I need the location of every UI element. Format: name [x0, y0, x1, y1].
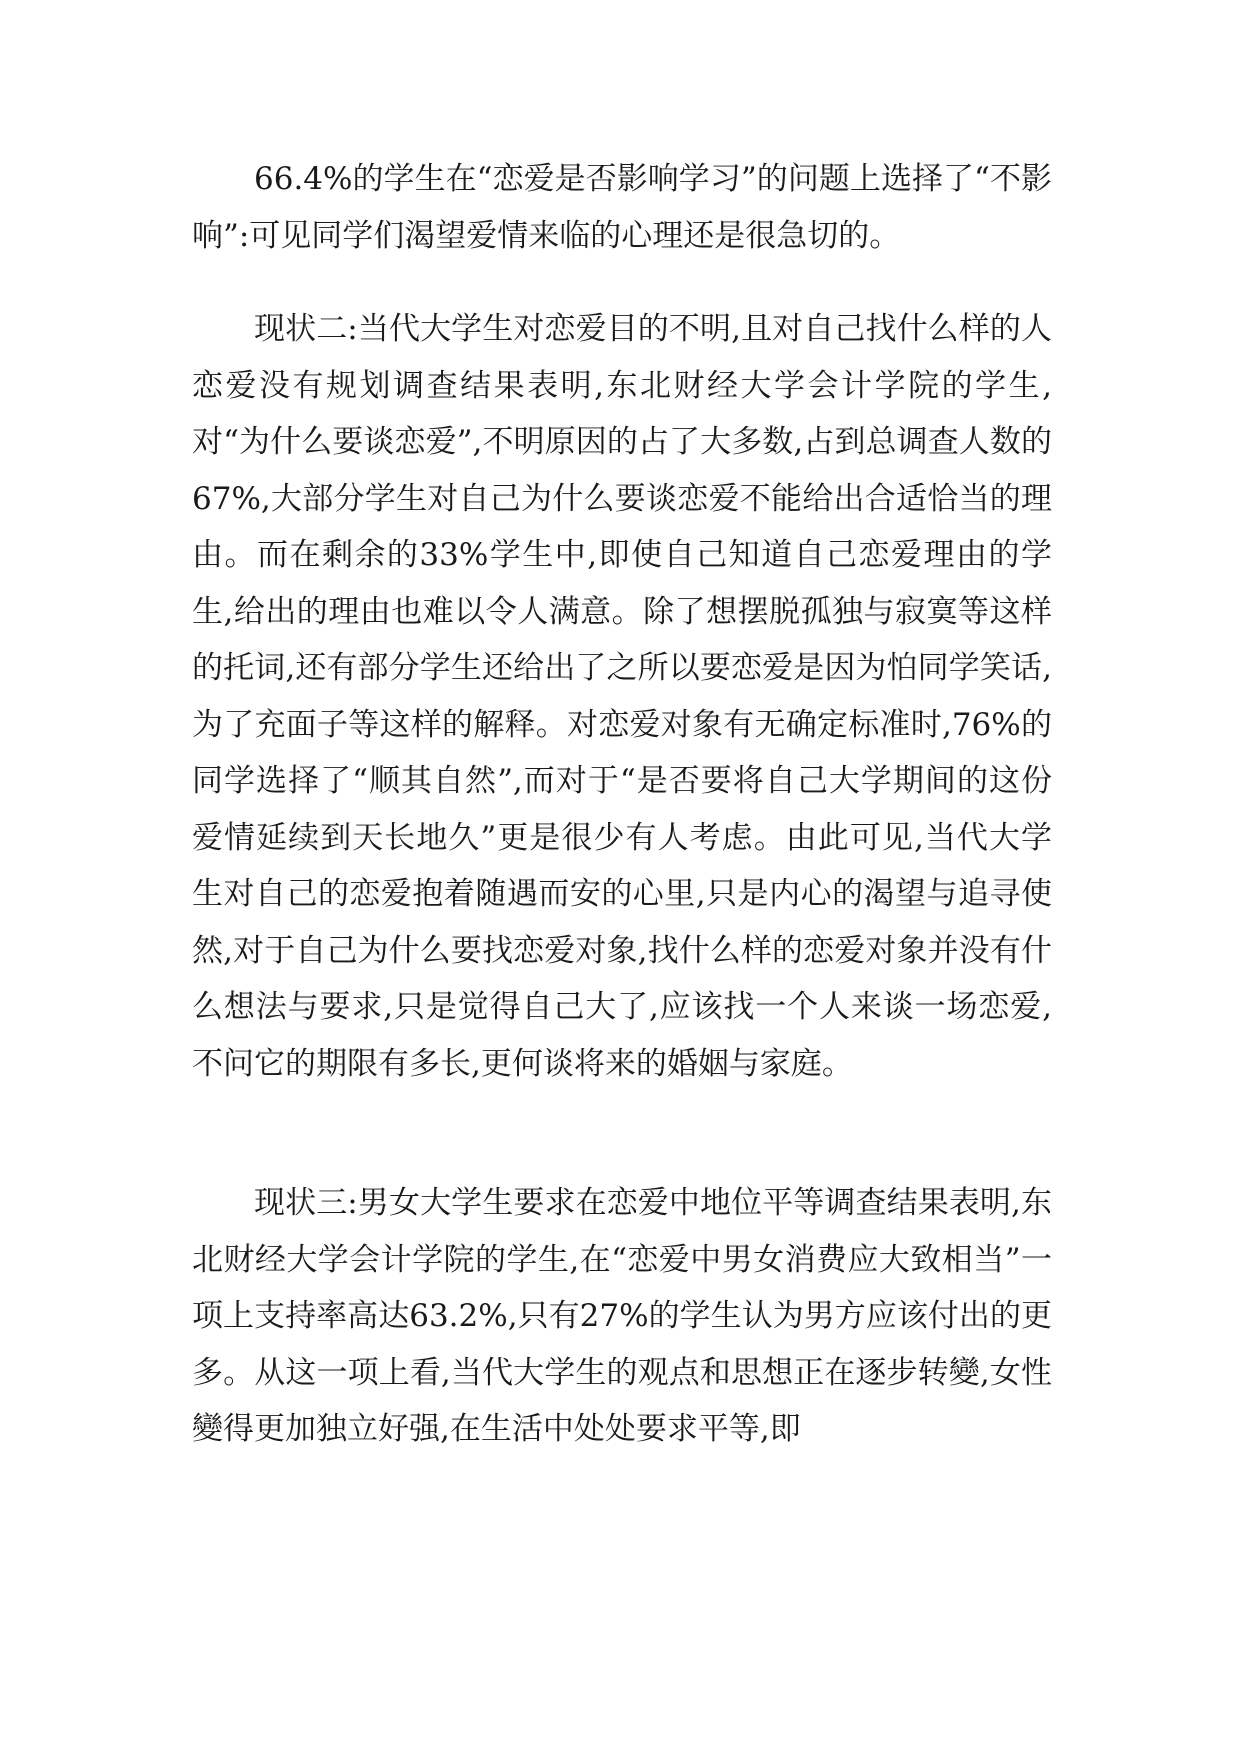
paragraph-3 [192, 1175, 1052, 1458]
paragraph-1 [192, 151, 1052, 264]
paragraph-text: 现状三:男女大学生要求在恋爱中地位平等调查结果表明,东北财经大学会计学院的学生,在“恋爱中男女消费应大致相当”一项上支持率高达63.2%,只有27%的学生认为男方应该付出的更多。从这一项上看,当代大学生的观点和思想正在逐步转變,女性變得更加独立好强,在生活中处处要求平等,即 [192, 1185, 1052, 1447]
paragraph-text: 66.4%的学生在“恋爱是否影响学习”的问题上选择了“不影响”:可见同学们渴望爱情来临的心理还是很急切的。 [192, 161, 1052, 254]
paragraph-text: 现状二:当代大学生对恋爱目的不明,且对自己找什么样的人恋爱没有规划调查结果表明,东北财经大学会计学院的学生,对“为什么要谈恋爱”,不明原因的占了大多数,占到总调查人数的67%,大部分学生对自己为什么要谈恋爱不能给出合适恰当的理由。而在剩余的33%学生中,即使自己知道自己恋爱理由的学生,给出的理由也难以令人满意。除了想摆脱孤独与寂寞等这样的托词,还有部分学生还给出了之所以要恋爱是因为怕同学笑话,为了充面子等这样的解释。对恋爱对象有无确定标准时,76%的同学选择了“顺其自然”,而对于“是否要将自己大学期间的这份爱情延续到天长地久”更是很少有人考虑。由此可见,当代大学生对自己的恋爱抱着随遇而安的心里,只是内心的渴望与追寻使然,对于自己为什么要找恋爱对象,找什么样的恋爱对象并没有什么想法与要求,只是觉得自己大了,应该找一个人来谈一场恋爱,不问它的期限有多长,更何谈将来的婚姻与家庭。 [192, 311, 1052, 1082]
paragraph-2 [192, 301, 1052, 1092]
